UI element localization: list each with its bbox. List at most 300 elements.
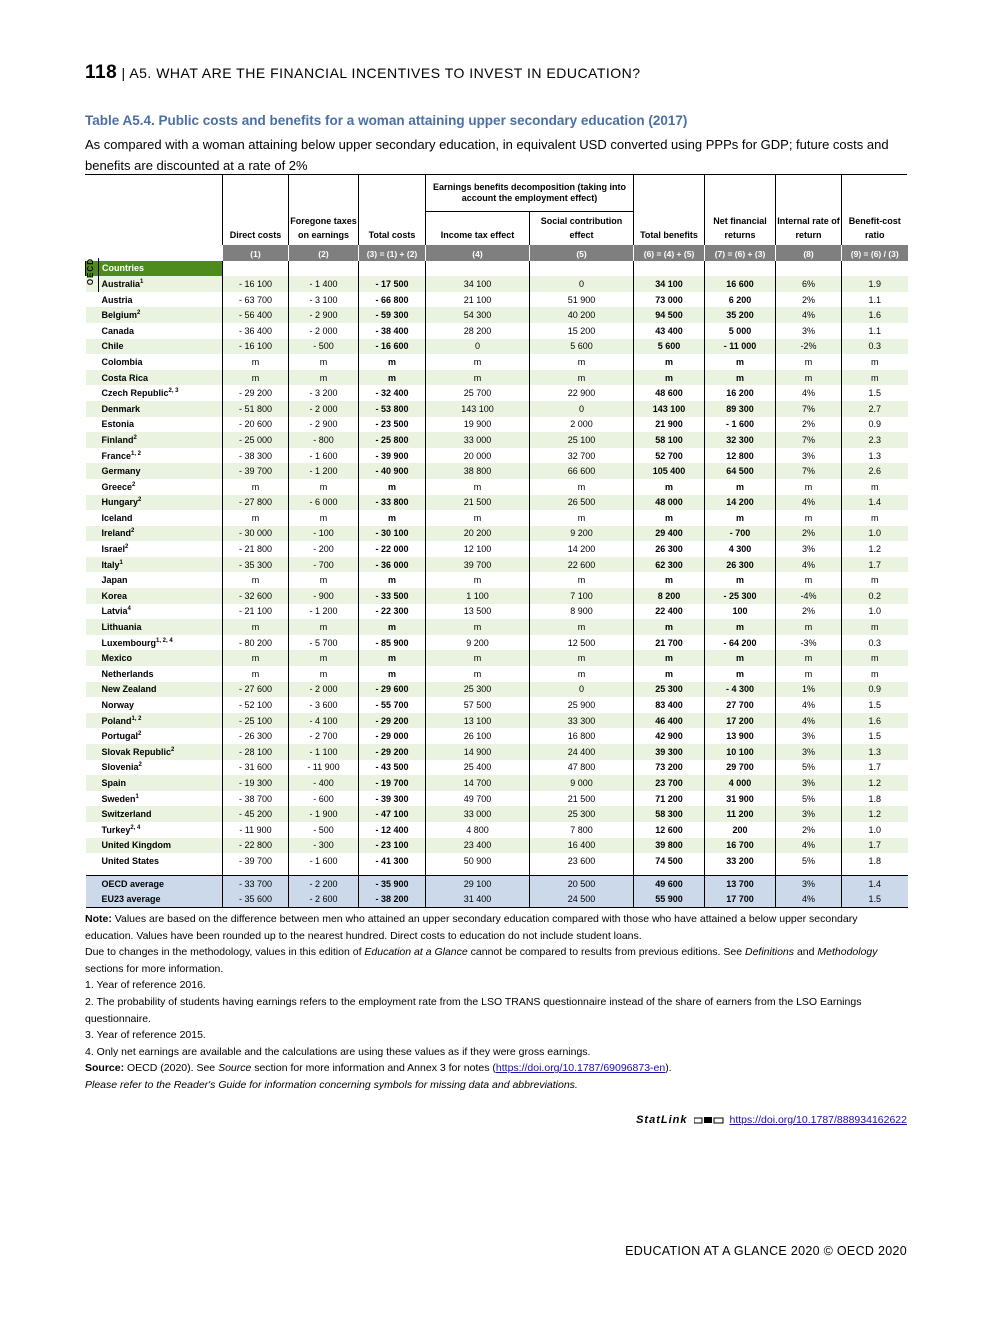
table-cell: 58 100 <box>634 432 705 448</box>
table-cell: 4 300 <box>705 541 776 557</box>
col-net-financial: Net financial returns <box>705 175 776 245</box>
table-cell: 27 700 <box>705 697 776 713</box>
table-cell: - 5 700 <box>289 635 359 651</box>
table-cell: - 100 <box>289 526 359 542</box>
table-cell: - 51 800 <box>223 401 289 417</box>
table-subtitle: As compared with a woman attaining below upper secondary education, in equivalent USD converted using PPPs for GDP; future costs and benefits are discounted at a rate of 2% <box>85 137 889 173</box>
footnote-ref: 2 <box>171 746 175 753</box>
table-cell: m <box>842 666 908 682</box>
table-cell: 51 900 <box>530 292 634 308</box>
table-cell: - 80 200 <box>223 635 289 651</box>
table-cell: m <box>359 619 426 635</box>
table-cell: 9 200 <box>426 635 530 651</box>
table-cell: m <box>776 510 842 526</box>
footnote-ref: 2 <box>133 434 137 441</box>
table-cell: m <box>289 650 359 666</box>
table-cell: m <box>223 572 289 588</box>
statlink-url[interactable]: https://doi.org/10.1787/888934162622 <box>729 1114 907 1126</box>
table-cell: 29 400 <box>634 526 705 542</box>
table-cell: 2% <box>776 417 842 433</box>
country-name: Norway <box>101 700 135 711</box>
col-total-costs: Total costs <box>359 175 426 245</box>
table-row <box>86 417 908 433</box>
table-cell: 23 400 <box>426 838 530 854</box>
table-cell: 1.1 <box>842 292 908 308</box>
table-cell: m <box>426 619 530 635</box>
table-cell: m <box>223 666 289 682</box>
table-cell: 1.7 <box>842 760 908 776</box>
method-paragraph: Due to changes in the methodology, values in this edition of Education at a Glance cannot be compared to results from previous editions. See Definitions and Methodology sections for more information. <box>85 946 878 975</box>
table-cell: - 1 600 <box>705 417 776 433</box>
table-cell: m <box>289 354 359 370</box>
table-cell: 1.5 <box>842 891 908 907</box>
table-cell: m <box>634 354 705 370</box>
table-cell: 43 400 <box>634 323 705 339</box>
country-name: United States <box>101 855 160 866</box>
footnote-ref: 2 <box>132 481 136 488</box>
table-cell: 64 500 <box>705 463 776 479</box>
table-row <box>86 276 908 292</box>
table-cell: 12 800 <box>705 448 776 464</box>
table-cell: m <box>842 479 908 495</box>
footnote-ref: 2 <box>138 731 142 738</box>
table-row <box>86 853 908 869</box>
table-cell: 1.6 <box>842 713 908 729</box>
table-cell: 54 300 <box>426 307 530 323</box>
table-cell: 29 700 <box>705 760 776 776</box>
table-cell: m <box>359 354 426 370</box>
country-name: Luxembourg$^{1, 2, 4}$ <box>101 637 173 648</box>
table-cell: - 11 900 <box>223 822 289 838</box>
country-name: Australia$^1$ <box>86 276 223 292</box>
table-cell: 1.0 <box>842 526 908 542</box>
table-cell: 12 600 <box>634 822 705 838</box>
table-row <box>86 323 908 339</box>
table-cell: m <box>705 370 776 386</box>
table-cell: 1.2 <box>842 775 908 791</box>
table-cell: 4% <box>776 307 842 323</box>
table-cell: 50 900 <box>426 853 530 869</box>
table-cell: - 38 700 <box>223 791 289 807</box>
table-cell: 47 800 <box>530 760 634 776</box>
country-name: Finland$^2$ <box>86 432 223 448</box>
table-cell: 49 600 <box>634 875 705 891</box>
table-cell: m <box>634 510 705 526</box>
table-cell: 16 700 <box>705 838 776 854</box>
table-cell: m <box>776 354 842 370</box>
table-cell: 1.0 <box>842 822 908 838</box>
table-cell: 25 400 <box>426 760 530 776</box>
chapter-title: A5. WHAT ARE THE FINANCIAL INCENTIVES TO INVEST IN EDUCATION? <box>129 65 641 81</box>
table-cell: - 56 400 <box>223 307 289 323</box>
table-cell: 2% <box>776 604 842 620</box>
table-cell: 34 100 <box>634 276 705 292</box>
table-cell: 3% <box>776 775 842 791</box>
table-cell: - 19 700 <box>359 775 426 791</box>
table-cell: 39 700 <box>426 557 530 573</box>
table-cell: - 47 100 <box>359 806 426 822</box>
table-row <box>86 744 908 760</box>
table-cell: m <box>776 619 842 635</box>
footnote-3: 3. Year of reference 2015. <box>85 1029 206 1042</box>
table-cell: 24 500 <box>530 891 634 907</box>
table-cell: 28 200 <box>426 323 530 339</box>
table-cell: m <box>223 479 289 495</box>
table-cell: 22 400 <box>634 604 705 620</box>
table-cell: 4% <box>776 891 842 907</box>
table-cell: 1.4 <box>842 875 908 891</box>
table-cell: 12 100 <box>426 541 530 557</box>
country-name: Hungary$^2$ <box>86 495 223 511</box>
table-cell: - 3 200 <box>289 385 359 401</box>
table-cell: 0 <box>530 276 634 292</box>
footnote-4: 4. Only net earnings are available and the calculations are using these values as if they were gross earnings. <box>85 1045 591 1058</box>
table-cell: 2.6 <box>842 463 908 479</box>
table-cell: - 11 900 <box>289 760 359 776</box>
statlink-logo: StatLink <box>636 1114 688 1126</box>
table-cell: 42 900 <box>634 728 705 744</box>
table-row <box>86 619 908 635</box>
table-cell: 3% <box>776 744 842 760</box>
table-cell: 39 300 <box>634 744 705 760</box>
table-cell: 4% <box>776 557 842 573</box>
table-cell: 3% <box>776 541 842 557</box>
table-cell: m <box>359 510 426 526</box>
table-cell: 4% <box>776 838 842 854</box>
table-cell: 1 100 <box>426 588 530 604</box>
table-cell: 0.9 <box>842 417 908 433</box>
table-cell: 2% <box>776 526 842 542</box>
table-cell: - 23 500 <box>359 417 426 433</box>
table-cell: - 1 400 <box>289 276 359 292</box>
table-cell: - 38 300 <box>223 448 289 464</box>
table-cell: m <box>634 666 705 682</box>
footnote-ref: 1 <box>119 559 123 566</box>
table-cell: 5 000 <box>705 323 776 339</box>
page-footer: EDUCATION AT A GLANCE 2020 © OECD 2020 <box>625 1244 907 1258</box>
table-row <box>86 604 908 620</box>
table-row <box>86 572 908 588</box>
table-cell: - 85 900 <box>359 635 426 651</box>
average-name: OECD average <box>86 875 223 891</box>
table-cell: - 900 <box>289 588 359 604</box>
oecd-side-rule <box>98 258 99 292</box>
table-cell: 7% <box>776 463 842 479</box>
table-cell: - 52 100 <box>223 697 289 713</box>
footnote-ref: 1, 2 <box>131 450 142 457</box>
table-cell: 25 900 <box>530 697 634 713</box>
table-cell: m <box>289 619 359 635</box>
country-name: Poland$^{1, 2}$ <box>86 713 223 729</box>
table-row <box>86 495 908 511</box>
table-cell: 2% <box>776 292 842 308</box>
table-cell: 94 500 <box>634 307 705 323</box>
country-name: Sweden$^1$ <box>101 793 139 804</box>
table-cell: 52 700 <box>634 448 705 464</box>
table-cell: - 2 700 <box>289 728 359 744</box>
table-cell: m <box>842 370 908 386</box>
table-cell: 5 600 <box>634 339 705 355</box>
table-cell: 5% <box>776 760 842 776</box>
table-cell: 4% <box>776 697 842 713</box>
table-cell: 2 000 <box>530 417 634 433</box>
table-cell: m <box>530 479 634 495</box>
table-cell: 0.9 <box>842 682 908 698</box>
table-cell: - 500 <box>289 822 359 838</box>
table-cell: - 59 300 <box>359 307 426 323</box>
table-cell: 1.8 <box>842 791 908 807</box>
table-title: Table A5.4. Public costs and benefits for a woman attaining upper secondary education (2017) <box>85 113 688 128</box>
table-cell: - 25 000 <box>223 432 289 448</box>
footnote-ref: 2, 3 <box>168 388 179 395</box>
footnote-ref: 1, 2, 4 <box>156 637 173 644</box>
country-name: Latvia$^4$ <box>101 606 131 617</box>
table-cell: - 26 300 <box>223 728 289 744</box>
table-cell: 48 000 <box>634 495 705 511</box>
table-row <box>86 650 908 666</box>
table-cell: - 1 200 <box>289 463 359 479</box>
table-cell: m <box>359 650 426 666</box>
table-cell: 6 200 <box>705 292 776 308</box>
table-cell: 57 500 <box>426 697 530 713</box>
table-cell: 0.3 <box>842 635 908 651</box>
table-cell: m <box>289 370 359 386</box>
table-cell: 55 900 <box>634 891 705 907</box>
note-paragraph: Note: Values are based on the difference between men who attained an upper secondary education compared with those who have attained a below upper secondary education. Values have been rounded up to the nearest hundred. Direct costs to education do not include student loans. <box>85 913 858 942</box>
table-cell: - 55 700 <box>359 697 426 713</box>
table-cell: 9 200 <box>530 526 634 542</box>
table-cell: - 29 200 <box>359 744 426 760</box>
table-cell: 29 100 <box>426 875 530 891</box>
table-cell: - 22 300 <box>359 604 426 620</box>
column-number: (1) <box>223 245 289 261</box>
table-cell: - 4 300 <box>705 682 776 698</box>
table-cell: 26 100 <box>426 728 530 744</box>
table-cell: 0.2 <box>842 588 908 604</box>
table-cell: 34 100 <box>426 276 530 292</box>
country-name: United Kingdom <box>86 838 223 854</box>
country-name: Costa Rica <box>86 370 223 386</box>
table-cell: 73 000 <box>634 292 705 308</box>
table-cell: 4% <box>776 495 842 511</box>
table-cell: 26 500 <box>530 495 634 511</box>
table-cell: - 20 600 <box>223 417 289 433</box>
column-number: (8) <box>776 245 842 261</box>
table-cell: 7 800 <box>530 822 634 838</box>
country-name: Chile <box>86 339 223 355</box>
column-number: (7) = (6) + (3) <box>705 245 776 261</box>
table-cell: - 35 300 <box>223 557 289 573</box>
table-cell: 16 400 <box>530 838 634 854</box>
table-cell: 66 600 <box>530 463 634 479</box>
table-cell: m <box>359 370 426 386</box>
table-cell: 73 200 <box>634 760 705 776</box>
country-name: Austria <box>101 294 133 305</box>
table-row <box>86 838 908 854</box>
table-cell: - 2 000 <box>289 682 359 698</box>
country-name: Spain <box>86 775 223 791</box>
table-cell: 33 000 <box>426 432 530 448</box>
table-cell: m <box>634 572 705 588</box>
country-name: Denmark <box>86 401 223 417</box>
table-cell: - 39 700 <box>223 853 289 869</box>
table-cell: 39 800 <box>634 838 705 854</box>
table-cell: 25 100 <box>530 432 634 448</box>
source-link[interactable]: https://doi.org/10.1787/69096873-en <box>495 1062 666 1075</box>
average-row <box>86 875 908 891</box>
table-cell: 25 300 <box>634 682 705 698</box>
country-name: Lithuania <box>86 619 223 635</box>
table-row <box>86 775 908 791</box>
table-cell: - 33 500 <box>359 588 426 604</box>
table-cell: - 30 100 <box>359 526 426 542</box>
table-cell: 25 700 <box>426 385 530 401</box>
table-cell: - 33 700 <box>223 875 289 891</box>
page-number: 118 <box>85 62 118 83</box>
average-name: EU23 average <box>86 891 223 907</box>
table-row <box>86 588 908 604</box>
table-cell: 4 800 <box>426 822 530 838</box>
table-cell: 6% <box>776 276 842 292</box>
footnote-ref: 2 <box>138 497 142 504</box>
table-cell: 7 100 <box>530 588 634 604</box>
column-number: (3) = (1) + (2) <box>359 245 426 261</box>
table-cell: 16 800 <box>530 728 634 744</box>
table-cell: 14 900 <box>426 744 530 760</box>
table-cell: 4% <box>776 385 842 401</box>
header-separator: | <box>121 65 126 81</box>
table-cell: m <box>289 666 359 682</box>
table-cell: 4% <box>776 713 842 729</box>
table-cell: 2.7 <box>842 401 908 417</box>
table-cell: - 700 <box>289 557 359 573</box>
table-cell: 9 000 <box>530 775 634 791</box>
country-name: Slovenia$^2$ <box>101 762 142 773</box>
table-cell: 17 200 <box>705 713 776 729</box>
column-number: (2) <box>289 245 359 261</box>
table-cell: m <box>705 510 776 526</box>
table-cell: 32 700 <box>530 448 634 464</box>
table-cell: m <box>426 354 530 370</box>
table-cell: m <box>776 572 842 588</box>
table-cell: 46 400 <box>634 713 705 729</box>
table-cell: 21 500 <box>426 495 530 511</box>
table-cell: 7% <box>776 432 842 448</box>
category-row <box>86 261 908 277</box>
table-cell: - 21 100 <box>223 604 289 620</box>
table-cell: - 1 900 <box>289 806 359 822</box>
table-row <box>86 760 908 776</box>
table-cell: - 4 100 <box>289 713 359 729</box>
country-name: Turkey$^{2, 4}$ <box>101 824 141 835</box>
table-cell: - 22 800 <box>223 838 289 854</box>
table-cell: - 25 300 <box>705 588 776 604</box>
table-cell: -2% <box>776 339 842 355</box>
country-name: France$^{1, 2}$ <box>101 450 142 461</box>
table-cell: 35 200 <box>705 307 776 323</box>
table-cell: 62 300 <box>634 557 705 573</box>
column-number: (9) = (6) / (3) <box>842 245 908 261</box>
table-cell: m <box>634 479 705 495</box>
country-name: Estonia <box>101 419 135 430</box>
table-cell: - 1 600 <box>289 448 359 464</box>
table-row <box>86 510 908 526</box>
table-cell: - 35 600 <box>223 891 289 907</box>
footnote-ref: 2 <box>131 528 135 535</box>
table-cell: 21 700 <box>634 635 705 651</box>
table-cell: - 36 000 <box>359 557 426 573</box>
table-cell: m <box>776 479 842 495</box>
table-cell: - 29 200 <box>359 713 426 729</box>
table-row <box>86 354 908 370</box>
table-cell: - 700 <box>705 526 776 542</box>
table-cell: 33 200 <box>705 853 776 869</box>
table-cell: m <box>530 666 634 682</box>
table-cell: 14 700 <box>426 775 530 791</box>
table-cell: - 30 000 <box>223 526 289 542</box>
table-cell: - 45 200 <box>223 806 289 822</box>
table-cell: 8 200 <box>634 588 705 604</box>
country-name: Korea <box>86 588 223 604</box>
table-cell: 0 <box>530 682 634 698</box>
table-row <box>86 432 908 448</box>
table-cell: 1.3 <box>842 448 908 464</box>
table-cell: - 29 600 <box>359 682 426 698</box>
table-cell: 22 900 <box>530 385 634 401</box>
table-cell: 48 600 <box>634 385 705 401</box>
table-cell: - 16 600 <box>359 339 426 355</box>
table-row <box>86 682 908 698</box>
table-cell: - 38 200 <box>359 891 426 907</box>
country-name: Switzerland <box>86 806 223 822</box>
footnote-ref: 2, 4 <box>130 824 141 831</box>
table-cell: - 31 600 <box>223 760 289 776</box>
table-cell: m <box>634 370 705 386</box>
country-name: Iceland <box>101 512 133 523</box>
notes <box>85 911 907 1094</box>
table-cell: 5 600 <box>530 339 634 355</box>
table-cell: 20 000 <box>426 448 530 464</box>
footnote-ref: 1, 2 <box>131 715 142 722</box>
table-cell: m <box>426 572 530 588</box>
table-cell: 49 700 <box>426 791 530 807</box>
statlink <box>636 1114 907 1126</box>
table-cell: - 1 600 <box>289 853 359 869</box>
table-row <box>86 697 908 713</box>
table-cell: - 29 000 <box>359 728 426 744</box>
table-cell: 143 100 <box>634 401 705 417</box>
table-cell: 1.5 <box>842 385 908 401</box>
table-cell: 1.7 <box>842 838 908 854</box>
table-row <box>86 307 908 323</box>
table-cell: m <box>705 479 776 495</box>
table-cell: 23 600 <box>530 853 634 869</box>
table-cell: 1.9 <box>842 276 908 292</box>
table-cell: 3% <box>776 323 842 339</box>
table-cell: 14 200 <box>530 541 634 557</box>
table-cell: - 28 100 <box>223 744 289 760</box>
table-cell: 40 200 <box>530 307 634 323</box>
table-cell: 100 <box>705 604 776 620</box>
category-label: Countries <box>86 261 223 277</box>
table-row <box>86 541 908 557</box>
table-cell: 14 200 <box>705 495 776 511</box>
table-cell: - 25 800 <box>359 432 426 448</box>
table-cell: - 39 900 <box>359 448 426 464</box>
col-foregone-taxes: Foregone taxes on earnings <box>289 175 359 245</box>
table-cell: - 2 200 <box>289 875 359 891</box>
table-cell: -3% <box>776 635 842 651</box>
